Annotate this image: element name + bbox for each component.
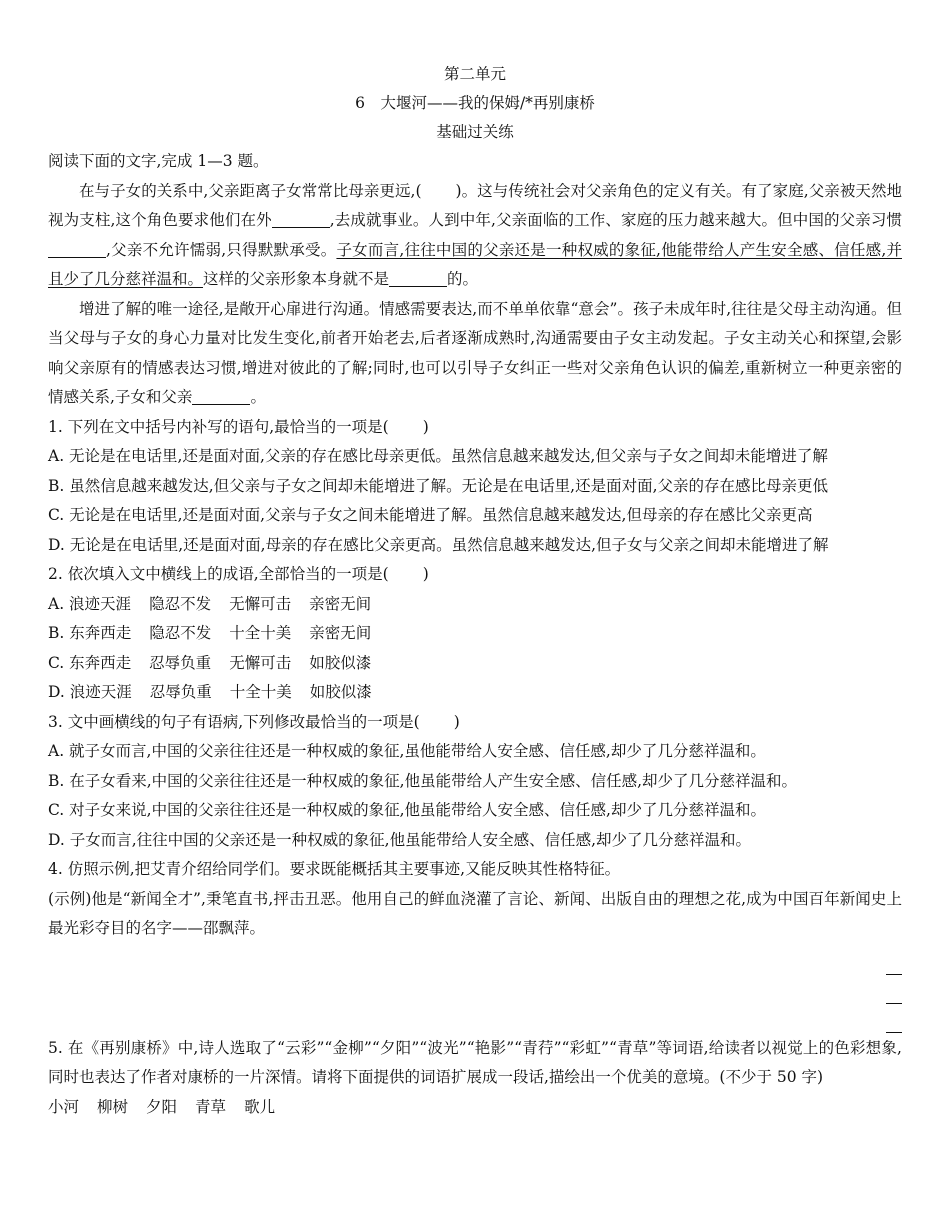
fill-blank-3: [389, 271, 447, 288]
fill-blank-4: [192, 389, 250, 406]
question-3-option-c: C. 对子女来说,中国的父亲往往还是一种权威的象征,他虽能带给人安全感、信任感,却少了几分慈祥温和。: [48, 801, 766, 819]
worksheet-page: [48, 60, 902, 1122]
question-2-stem: 2. 依次填入文中横线上的成语,全部恰当的一项是( ): [48, 565, 429, 583]
answer-line-mark: [886, 1003, 902, 1004]
question-2-option-b: B. 东奔西走 隐忍不发 十全十美 亲密无间: [48, 624, 372, 642]
question-1-option-a: A. 无论是在电话里,还是面对面,父亲的存在感比母亲更低。虽然信息越来越发达,但父亲与子女之间却未能增进了解: [48, 447, 828, 465]
question-1-option-c: C. 无论是在电话里,还是面对面,父亲与子女之间未能增进了解。虽然信息越来越发达,但母亲的存在感比父亲更高: [48, 506, 813, 524]
section-title: 基础过关练: [436, 123, 514, 141]
question-3-stem: 3. 文中画横线的句子有语病,下列修改最恰当的一项是( ): [48, 712, 460, 731]
answer-line-mark: [886, 1032, 902, 1033]
fill-blank-2: [48, 241, 106, 258]
fill-blank-1: [272, 212, 330, 229]
question-5-stem: 5. 在《再别康桥》中,诗人选取了“云彩”“金柳”“夕阳”“波光”“艳影”“青荇”“彩虹”“青草”等词语,给读者以视觉上的色彩想象,同时也表达了作者对康桥的一片深情。请将下面提供的词语扩展成一段话,描绘出一个优美的意境。(不少于 50 字): [48, 1038, 902, 1086]
question-1-stem: 1. 下列在文中括号内补写的语句,最恰当的一项是( ): [48, 417, 429, 436]
question-4-stem: 4. 仿照示例,把艾青介绍给同学们。要求既能概括其主要事迹,又能反映其性格特征。: [48, 860, 621, 878]
answer-area: [48, 944, 902, 1034]
underlined-sentence: 子女而言,往往中国的父亲还是一种权威的象征,他能带给人产生安全感、信任感,并且少了几分慈祥温和。: [48, 240, 902, 288]
question-1-option-d: D. 无论是在电话里,还是面对面,母亲的存在感比父亲更高。虽然信息越来越发达,但子女与父亲之间却未能增进了解: [48, 535, 829, 554]
question-4-example: (示例)他是“新闻全才”,秉笔直书,抨击丑恶。他用自己的鲜血浇灌了言论、新闻、出版自由的理想之花,成为中国百年新闻史上最光彩夺目的名字——邵飘萍。: [48, 889, 902, 937]
question-2-option-d: D. 浪迹天涯 忍辱负重 十全十美 如胶似漆: [48, 683, 372, 701]
question-2-option-a: A. 浪迹天涯 隐忍不发 无懈可击 亲密无间: [48, 594, 372, 613]
question-3-option-b: B. 在子女看来,中国的父亲往往还是一种权威的象征,他虽能带给人产生安全感、信任感,却少了几分慈祥温和。: [48, 771, 798, 790]
question-5-words: 小河 柳树 夕阳 青草 歌儿: [48, 1097, 276, 1116]
reading-instruction: 阅读下面的文字,完成 1—3 题。: [48, 152, 269, 170]
passage-paragraph-1: 在与子女的关系中,父亲距离子女常常比母亲更远,( )。这与传统社会对父亲角色的定义有关。有了家庭,父亲被天然地视为支柱,这个角色要求他们在外 ,去成就事业。人到中年,父亲面临的工作、家庭的压力越来越大。但中国的父亲习惯,父亲不允许懦弱,只得默默承受。子女而言,往往中国的父亲还是一种权威的象征,他能带给人产生安全感、信任感,并且少了几分慈祥温和。这样的父亲形象本身就不是 的。: [48, 181, 902, 288]
unit-title: 第二单元: [443, 65, 506, 83]
question-3-option-a: A. 就子女而言,中国的父亲往往还是一种权威的象征,虽他能带给人安全感、信任感,却少了几分慈祥温和。: [48, 742, 766, 760]
question-3-option-d: D. 子女而言,往往中国的父亲还是一种权威的象征,他虽能带给人安全感、信任感,却少了几分慈祥温和。: [48, 830, 752, 849]
question-2-option-c: C. 东奔西走 忍辱负重 无懈可击 如胶似漆: [48, 653, 372, 672]
question-1-option-b: B. 虽然信息越来越发达,但父亲与子女之间却未能增进了解。无论是在电话里,还是面对面,父亲的存在感比母亲更低: [48, 476, 829, 495]
answer-line-mark: [886, 974, 902, 975]
lesson-title: 6 大堰河——我的保姆/*再别康桥: [355, 94, 595, 112]
passage-paragraph-2: 增进了解的唯一途径,是敞开心扉进行沟通。情感需要表达,而不单单依靠“意会”。孩子未成年时,往往是父母主动沟通。但当父母与子女的身心力量对比发生变化,前者开始老去,后者逐渐成熟时,沟通需要由子女主动发起。子女主动关心和探望,会影响父亲原有的情感表达习惯,增进对彼此的了解;同时,也可以引导子女纠正一些对父亲角色认识的偏差,重新树立一种更亲密的情感关系,子女和父亲 。: [48, 299, 902, 406]
